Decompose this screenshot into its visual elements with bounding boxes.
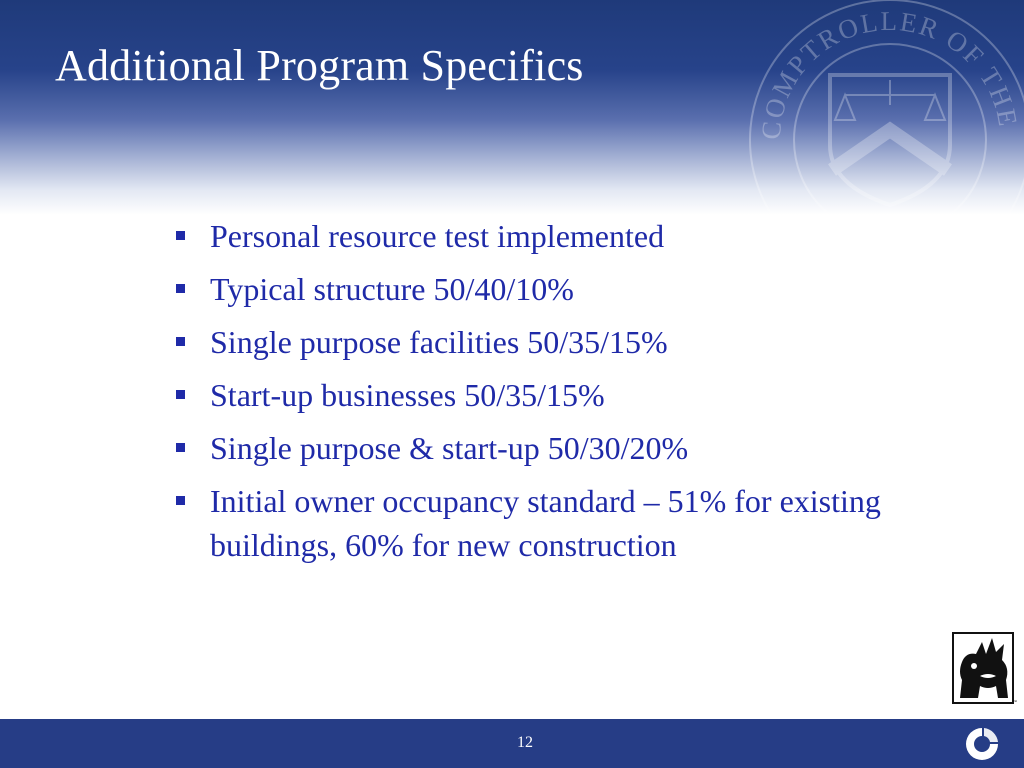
bullet-item — [172, 479, 892, 567]
bullet-text: Start-up businesses 50/35/15% — [210, 377, 605, 413]
bullet-list — [172, 214, 892, 576]
bullet-text: Single purpose facilities 50/35/15% — [210, 324, 668, 360]
bullet-square-icon — [176, 443, 185, 452]
company-mark-icon — [962, 724, 1002, 764]
bullet-text: Single purpose & start-up 50/30/20% — [210, 430, 689, 466]
bullet-item — [172, 214, 892, 258]
bullet-square-icon — [176, 284, 185, 293]
bullet-square-icon — [176, 496, 185, 505]
slide-title: Additional Program Specifics — [55, 41, 584, 90]
bullet-square-icon — [176, 337, 185, 346]
bullet-square-icon — [176, 390, 185, 399]
bullet-item — [172, 373, 892, 417]
occ-seal-icon — [740, 0, 1024, 220]
bullet-text: Typical structure 50/40/10% — [210, 271, 574, 307]
bullet-item — [172, 267, 892, 311]
dragon-logo-icon — [952, 632, 1018, 704]
svg-text:™: ™ — [1013, 699, 1017, 704]
bullet-text: Initial owner occupancy standard – 51% for existing buildings, 60% for new construction — [210, 483, 881, 563]
bullet-square-icon — [176, 231, 185, 240]
bullet-text: Personal resource test implemented — [210, 218, 665, 254]
page-number: 12 — [517, 734, 533, 751]
bullet-item — [172, 320, 892, 364]
bullet-item — [172, 426, 892, 470]
seal-text: COMPTROLLER OF THE — [755, 6, 1024, 141]
